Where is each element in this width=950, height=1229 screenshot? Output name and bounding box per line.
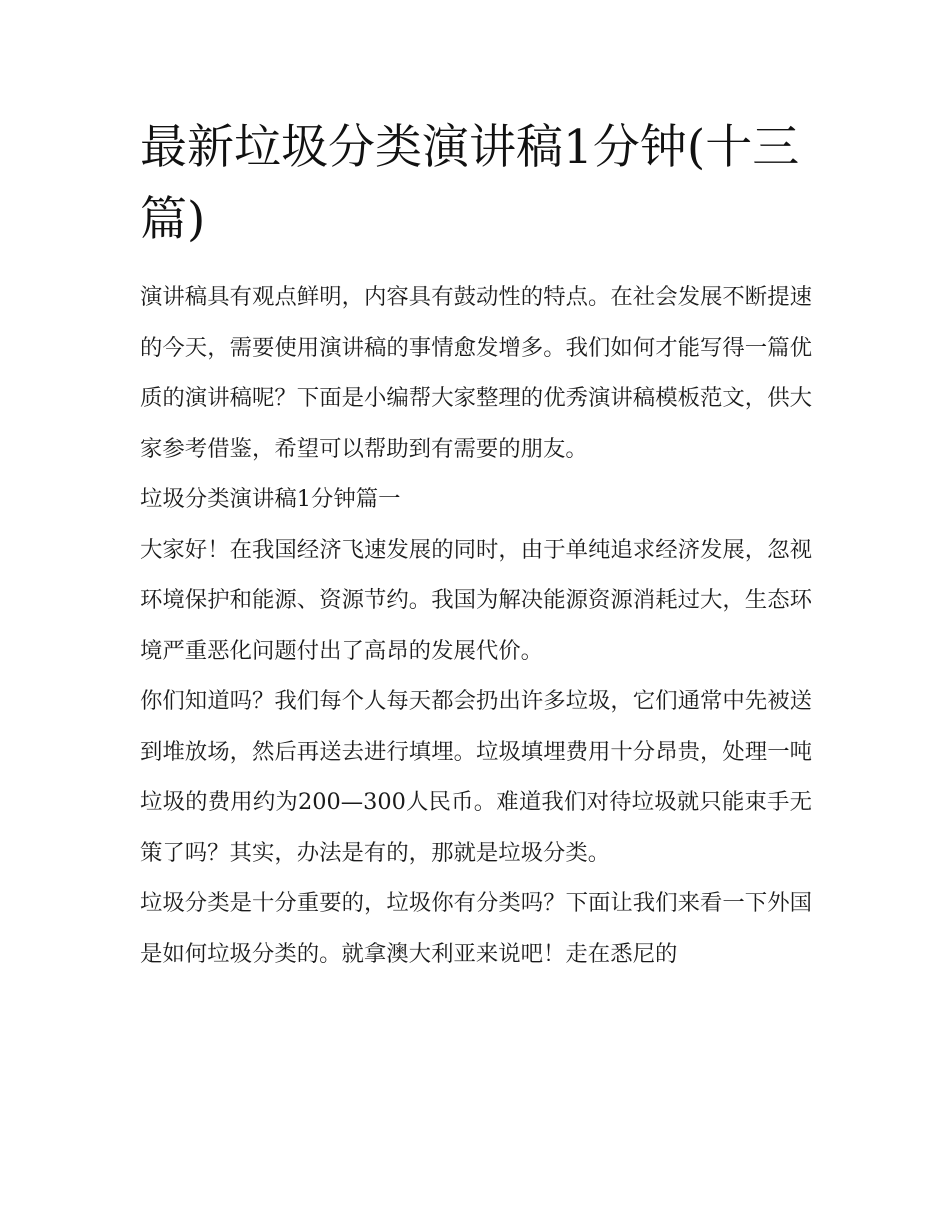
body-paragraph-3: 垃圾分类是十分重要的，垃圾你有分类吗？下面让我们来看一下外国是如何垃圾分类的。就拿澳大利亚来说吧！走在悉尼的	[140, 890, 812, 967]
body-paragraph-2: 你们知道吗？我们每个人每天都会扔出许多垃圾，它们通常中先被送到堆放场，然后再送去进行填埋。垃圾填埋费用十分昂贵，处理一吨垃圾的费用约为200—300人民币。难道我们对待垃圾就只能束手无策了吗？其实，办法是有的，那就是垃圾分类。	[140, 688, 812, 866]
intro-paragraph: 演讲稿具有观点鲜明，内容具有鼓动性的特点。在社会发展不断提速的今天，需要使用演讲稿的事情愈发增多。我们如何才能写得一篇优质的演讲稿呢？下面是小编帮大家整理的优秀演讲稿模板范文，供大家参考借鉴，希望可以帮助到有需要的朋友。	[140, 284, 812, 462]
document-title: 最新垃圾分类演讲稿1分钟(十三篇)	[140, 120, 800, 247]
section-heading: 垃圾分类演讲稿1分钟篇一	[140, 486, 401, 512]
body-paragraph-1: 大家好！在我国经济飞速发展的同时，由于单纯追求经济发展，忽视环境保护和能源、资源节约。我国为解决能源资源消耗过大，生态环境严重恶化问题付出了高昂的发展代价。	[140, 536, 812, 664]
document-body	[140, 112, 812, 979]
